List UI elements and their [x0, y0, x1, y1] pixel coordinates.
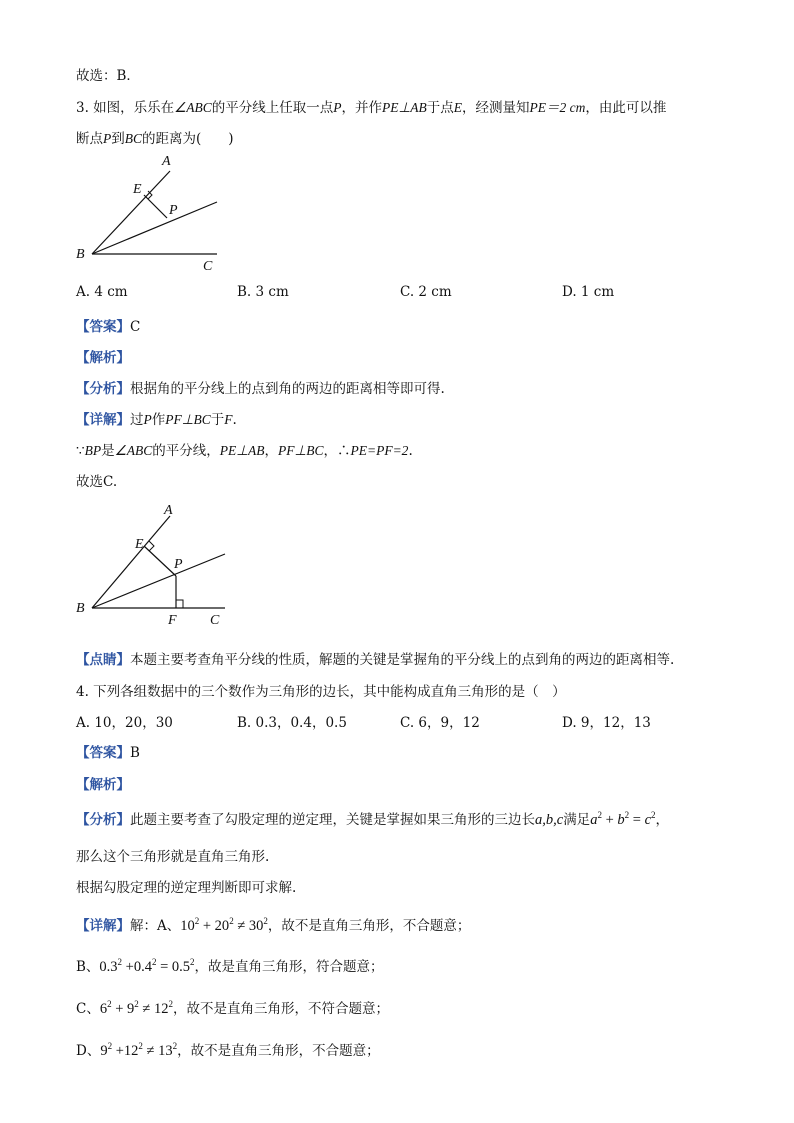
label-A: A	[164, 503, 173, 518]
q4-method: 根据勾股定理的逆定理判断即可求解.	[76, 880, 297, 896]
q4-xiangjie-b: B、$0.3^2 +0.4^2 = 0.5^2$，故是直角三角形，符合题意；	[76, 957, 384, 975]
q3-option-c[interactable]: C. 2 cm	[400, 284, 452, 300]
label-P: P	[174, 557, 183, 572]
label-B: B	[76, 601, 85, 616]
q3-figure-2	[70, 498, 235, 633]
q4-option-b[interactable]: B. 0.3，0.4，0.5	[237, 715, 347, 731]
q3-figure-1	[70, 150, 230, 275]
q4-xiangjie-a: 【详解】解：A、$10^2 + 20^2 \ne 30^2$，故不是直角三角形，不合题意；	[76, 916, 471, 934]
equation-a: $10^2 + 20^2 \ne 30^2$	[180, 916, 268, 934]
label-P: P	[169, 203, 178, 218]
label-F: F	[168, 613, 177, 628]
label-E: E	[133, 182, 142, 197]
label-A: A	[162, 154, 171, 169]
q4-xiangjie-c: C、$6^2 + 9^2 \ne 12^2$，故不是直角三角形，不符合题意；	[76, 999, 389, 1017]
equation-b: $0.3^2 +0.4^2 = 0.5^2$	[99, 957, 195, 975]
label-C: C	[210, 613, 220, 628]
q3-dianjing: 【点睛】本题主要考查角平分线的性质，解题的关键是掌握角的平分线上的点到角的两边的距离相等.	[76, 652, 675, 668]
q3-xiangjie: 【详解】过P作PF⊥BC于F.	[76, 412, 237, 428]
q4-fenxi: 【分析】此题主要考查了勾股定理的逆定理，关键是掌握如果三角形的三边长a,b,c满足$a^2 + b^2 = c^2$，	[76, 810, 669, 828]
q3-option-a[interactable]: A. 4 cm	[76, 284, 128, 300]
previous-answer: 故选：B．	[76, 68, 140, 84]
q4-option-d[interactable]: D. 9，12，13	[562, 715, 651, 731]
label-C: C	[203, 259, 213, 274]
q3-proof: ∵BP是∠ABC的平分线，PE⊥AB，PF⊥BC，∴PE=PF=2.	[76, 443, 413, 459]
q3-option-d[interactable]: D. 1 cm	[562, 284, 615, 300]
q4-option-c[interactable]: C. 6，9，12	[400, 715, 480, 731]
label-E: E	[135, 537, 144, 552]
q3-analysis-heading: 【解析】	[76, 350, 130, 366]
q3-fenxi: 【分析】根据角的平分线上的点到角的两边的距离相等即可得.	[76, 381, 445, 397]
q4-option-a[interactable]: A. 10，20，30	[76, 715, 173, 731]
equation-d: $9^2 +12^2 \ne 13^2$	[100, 1041, 178, 1059]
q4-stem: 4. 下列各组数据中的三个数作为三角形的边长，其中能构成直角三角形的是（ ）	[76, 684, 566, 700]
q3-stem-line1: 3. 如图，乐乐在∠ABC的平分线上任取一点P，并作PE⊥AB于点E，经测量知PE＝2 cm，由此可以推	[76, 100, 667, 116]
q3-stem-line2: 断点P到BC的距离为( )	[76, 131, 234, 147]
q4-xiangjie-d: D、$9^2 +12^2 \ne 13^2$，故不是直角三角形，不合题意；	[76, 1041, 380, 1059]
q3-answer: 【答案】C	[76, 319, 141, 335]
q4-analysis-heading: 【解析】	[76, 777, 130, 793]
q4-fenxi-line2: 那么这个三角形就是直角三角形.	[76, 849, 270, 865]
q3-option-b[interactable]: B. 3 cm	[237, 284, 289, 300]
q4-answer: 【答案】B	[76, 745, 140, 761]
equation-c: $6^2 + 9^2 \ne 12^2$	[99, 999, 173, 1017]
label-B: B	[76, 247, 85, 262]
pythagorean-formula: $a^2 + b^2 = c^2$	[590, 810, 656, 828]
q3-choose: 故选C.	[76, 474, 118, 490]
